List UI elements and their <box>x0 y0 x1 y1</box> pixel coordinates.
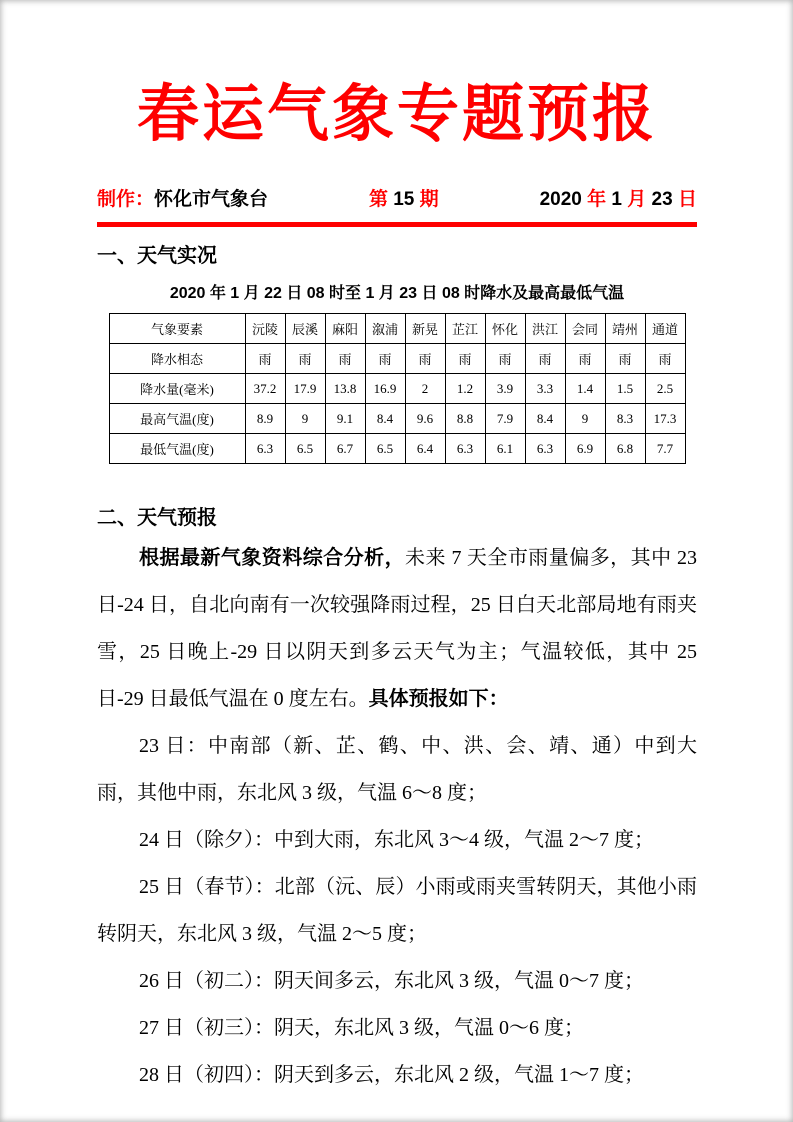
table-row <box>109 404 685 434</box>
forecast-paragraph <box>97 535 697 723</box>
row-label: 降水量(毫米) <box>109 374 245 404</box>
text-segment: 23 日：中南部（新、芷、鹤、中、洪、会、靖、通）中到大雨，其他中雨，东北风 3 级，气温 6～8 度； <box>97 735 697 805</box>
text-segment: 24 日（除夕）：中到大雨，东北风 3～4 级，气温 2～7 度； <box>139 829 654 852</box>
table-cell: 37.2 <box>245 374 285 404</box>
table-cell: 8.3 <box>605 404 645 434</box>
column-header-station: 沅陵 <box>245 314 285 344</box>
forecast-paragraph <box>97 817 697 864</box>
row-label: 最高气温(度) <box>109 404 245 434</box>
table-cell: 6.9 <box>565 434 605 464</box>
text-segment: 期 <box>414 189 439 211</box>
meta-row <box>97 185 697 215</box>
forecast-paragraph <box>97 864 697 958</box>
table-cell: 9.1 <box>325 404 365 434</box>
table-cell: 6.3 <box>445 434 485 464</box>
table-row <box>109 434 685 464</box>
forecast-paragraph <box>97 723 697 817</box>
table-cell: 7.9 <box>485 404 525 434</box>
table-cell: 3.3 <box>525 374 565 404</box>
section-heading-observations: 一、天气实况 <box>97 245 217 268</box>
issue-number <box>369 185 439 215</box>
table-cell: 8.4 <box>365 404 405 434</box>
table-cell: 9 <box>565 404 605 434</box>
column-header-station: 芷江 <box>445 314 485 344</box>
forecast-paragraph <box>97 958 697 1005</box>
weather-table-title: 2020 年 1 月 22 日 08 时至 1 月 23 日 08 时降水及最高最低气温 <box>169 285 625 303</box>
column-header-station: 麻阳 <box>325 314 365 344</box>
forecast-paragraph <box>97 1005 697 1052</box>
table-cell: 雨 <box>405 344 445 374</box>
text-segment: 未来 7 天全市雨量偏多，其中 23 日-24 日，自北向南有一次较强降雨过程，25 日白天北部局地有雨夹雪，25 日晚上-29 日以阴天到多云天气为主；气温较低，其中 25 日-29 日最低气温在 0 度左右。 <box>97 547 698 711</box>
text-segment: 月 <box>627 189 652 211</box>
text-segment: 2020 <box>539 189 588 211</box>
page-title: 春运气象专题预报 <box>136 81 657 149</box>
table-cell: 6.3 <box>245 434 285 464</box>
issue-date <box>540 185 697 215</box>
table-header-row <box>109 314 685 344</box>
text-segment: 年 <box>587 189 612 211</box>
table-cell: 2 <box>405 374 445 404</box>
weather-table <box>109 313 686 464</box>
column-header-station: 溆浦 <box>365 314 405 344</box>
table-cell: 6.5 <box>365 434 405 464</box>
column-header-station: 辰溪 <box>285 314 325 344</box>
forecast-paragraph <box>97 1052 697 1099</box>
text-segment: 第 <box>368 189 394 211</box>
text-segment: 25 日（春节）：北部（沅、辰）小雨或雨夹雪转阴天，其他小雨转阴天，东北风 3 级，气温 2～5 度； <box>97 876 697 946</box>
row-label: 最低气温(度) <box>109 434 245 464</box>
table-cell: 1.2 <box>445 374 485 404</box>
table-cell: 8.8 <box>445 404 485 434</box>
text-segment: 27 日（初三）：阴天，东北风 3 级，气温 0～6 度； <box>139 1017 584 1040</box>
table-cell: 17.3 <box>645 404 685 434</box>
column-header-station: 靖州 <box>605 314 645 344</box>
table-cell: 6.3 <box>525 434 565 464</box>
table-cell: 1.4 <box>565 374 605 404</box>
text-segment: 根据最新气象资料综合分析， <box>139 547 406 570</box>
table-cell: 雨 <box>645 344 685 374</box>
text-segment: 26 日（初二）：阴天间多云，东北风 3 级，气温 0～7 度； <box>139 970 644 993</box>
table-cell: 17.9 <box>285 374 325 404</box>
header-divider <box>97 222 697 227</box>
table-row <box>109 344 685 374</box>
forecast-paragraphs <box>97 535 697 1099</box>
table-cell: 雨 <box>445 344 485 374</box>
table-cell: 13.8 <box>325 374 365 404</box>
text-segment: 23 <box>651 189 678 211</box>
table-cell: 6.1 <box>485 434 525 464</box>
producer-label <box>97 185 268 215</box>
table-cell: 雨 <box>565 344 605 374</box>
text-segment: 制作： <box>97 189 155 211</box>
table-cell: 雨 <box>485 344 525 374</box>
table-cell: 6.5 <box>285 434 325 464</box>
table-cell: 2.5 <box>645 374 685 404</box>
table-cell: 9.6 <box>405 404 445 434</box>
text-segment: 日 <box>677 189 697 211</box>
text-segment: 具体预报如下： <box>368 688 509 711</box>
column-header-station: 怀化 <box>485 314 525 344</box>
table-cell: 6.7 <box>325 434 365 464</box>
table-cell: 雨 <box>325 344 365 374</box>
section-heading-forecast: 二、天气预报 <box>97 507 217 530</box>
table-cell: 1.5 <box>605 374 645 404</box>
table-cell: 7.7 <box>645 434 685 464</box>
column-header-station: 通道 <box>645 314 685 344</box>
table-cell: 3.9 <box>485 374 525 404</box>
table-cell: 6.4 <box>405 434 445 464</box>
table-cell: 雨 <box>285 344 325 374</box>
text-segment: 怀化市气象台 <box>154 189 269 211</box>
table-cell: 9 <box>285 404 325 434</box>
column-header-station: 会同 <box>565 314 605 344</box>
column-header-station: 新晃 <box>405 314 445 344</box>
table-cell: 雨 <box>525 344 565 374</box>
table-cell: 16.9 <box>365 374 405 404</box>
table-cell: 8.4 <box>525 404 565 434</box>
table-cell: 8.9 <box>245 404 285 434</box>
column-header-station: 洪江 <box>525 314 565 344</box>
table-row <box>109 374 685 404</box>
table-cell: 雨 <box>605 344 645 374</box>
text-segment: 15 <box>393 189 415 211</box>
table-cell: 雨 <box>365 344 405 374</box>
text-segment: 28 日（初四）：阴天到多云，东北风 2 级，气温 1～7 度； <box>139 1064 644 1087</box>
row-label: 降水相态 <box>109 344 245 374</box>
table-cell: 雨 <box>245 344 285 374</box>
column-header-element: 气象要素 <box>109 314 245 344</box>
table-cell: 6.8 <box>605 434 645 464</box>
text-segment: 1 <box>611 189 628 211</box>
